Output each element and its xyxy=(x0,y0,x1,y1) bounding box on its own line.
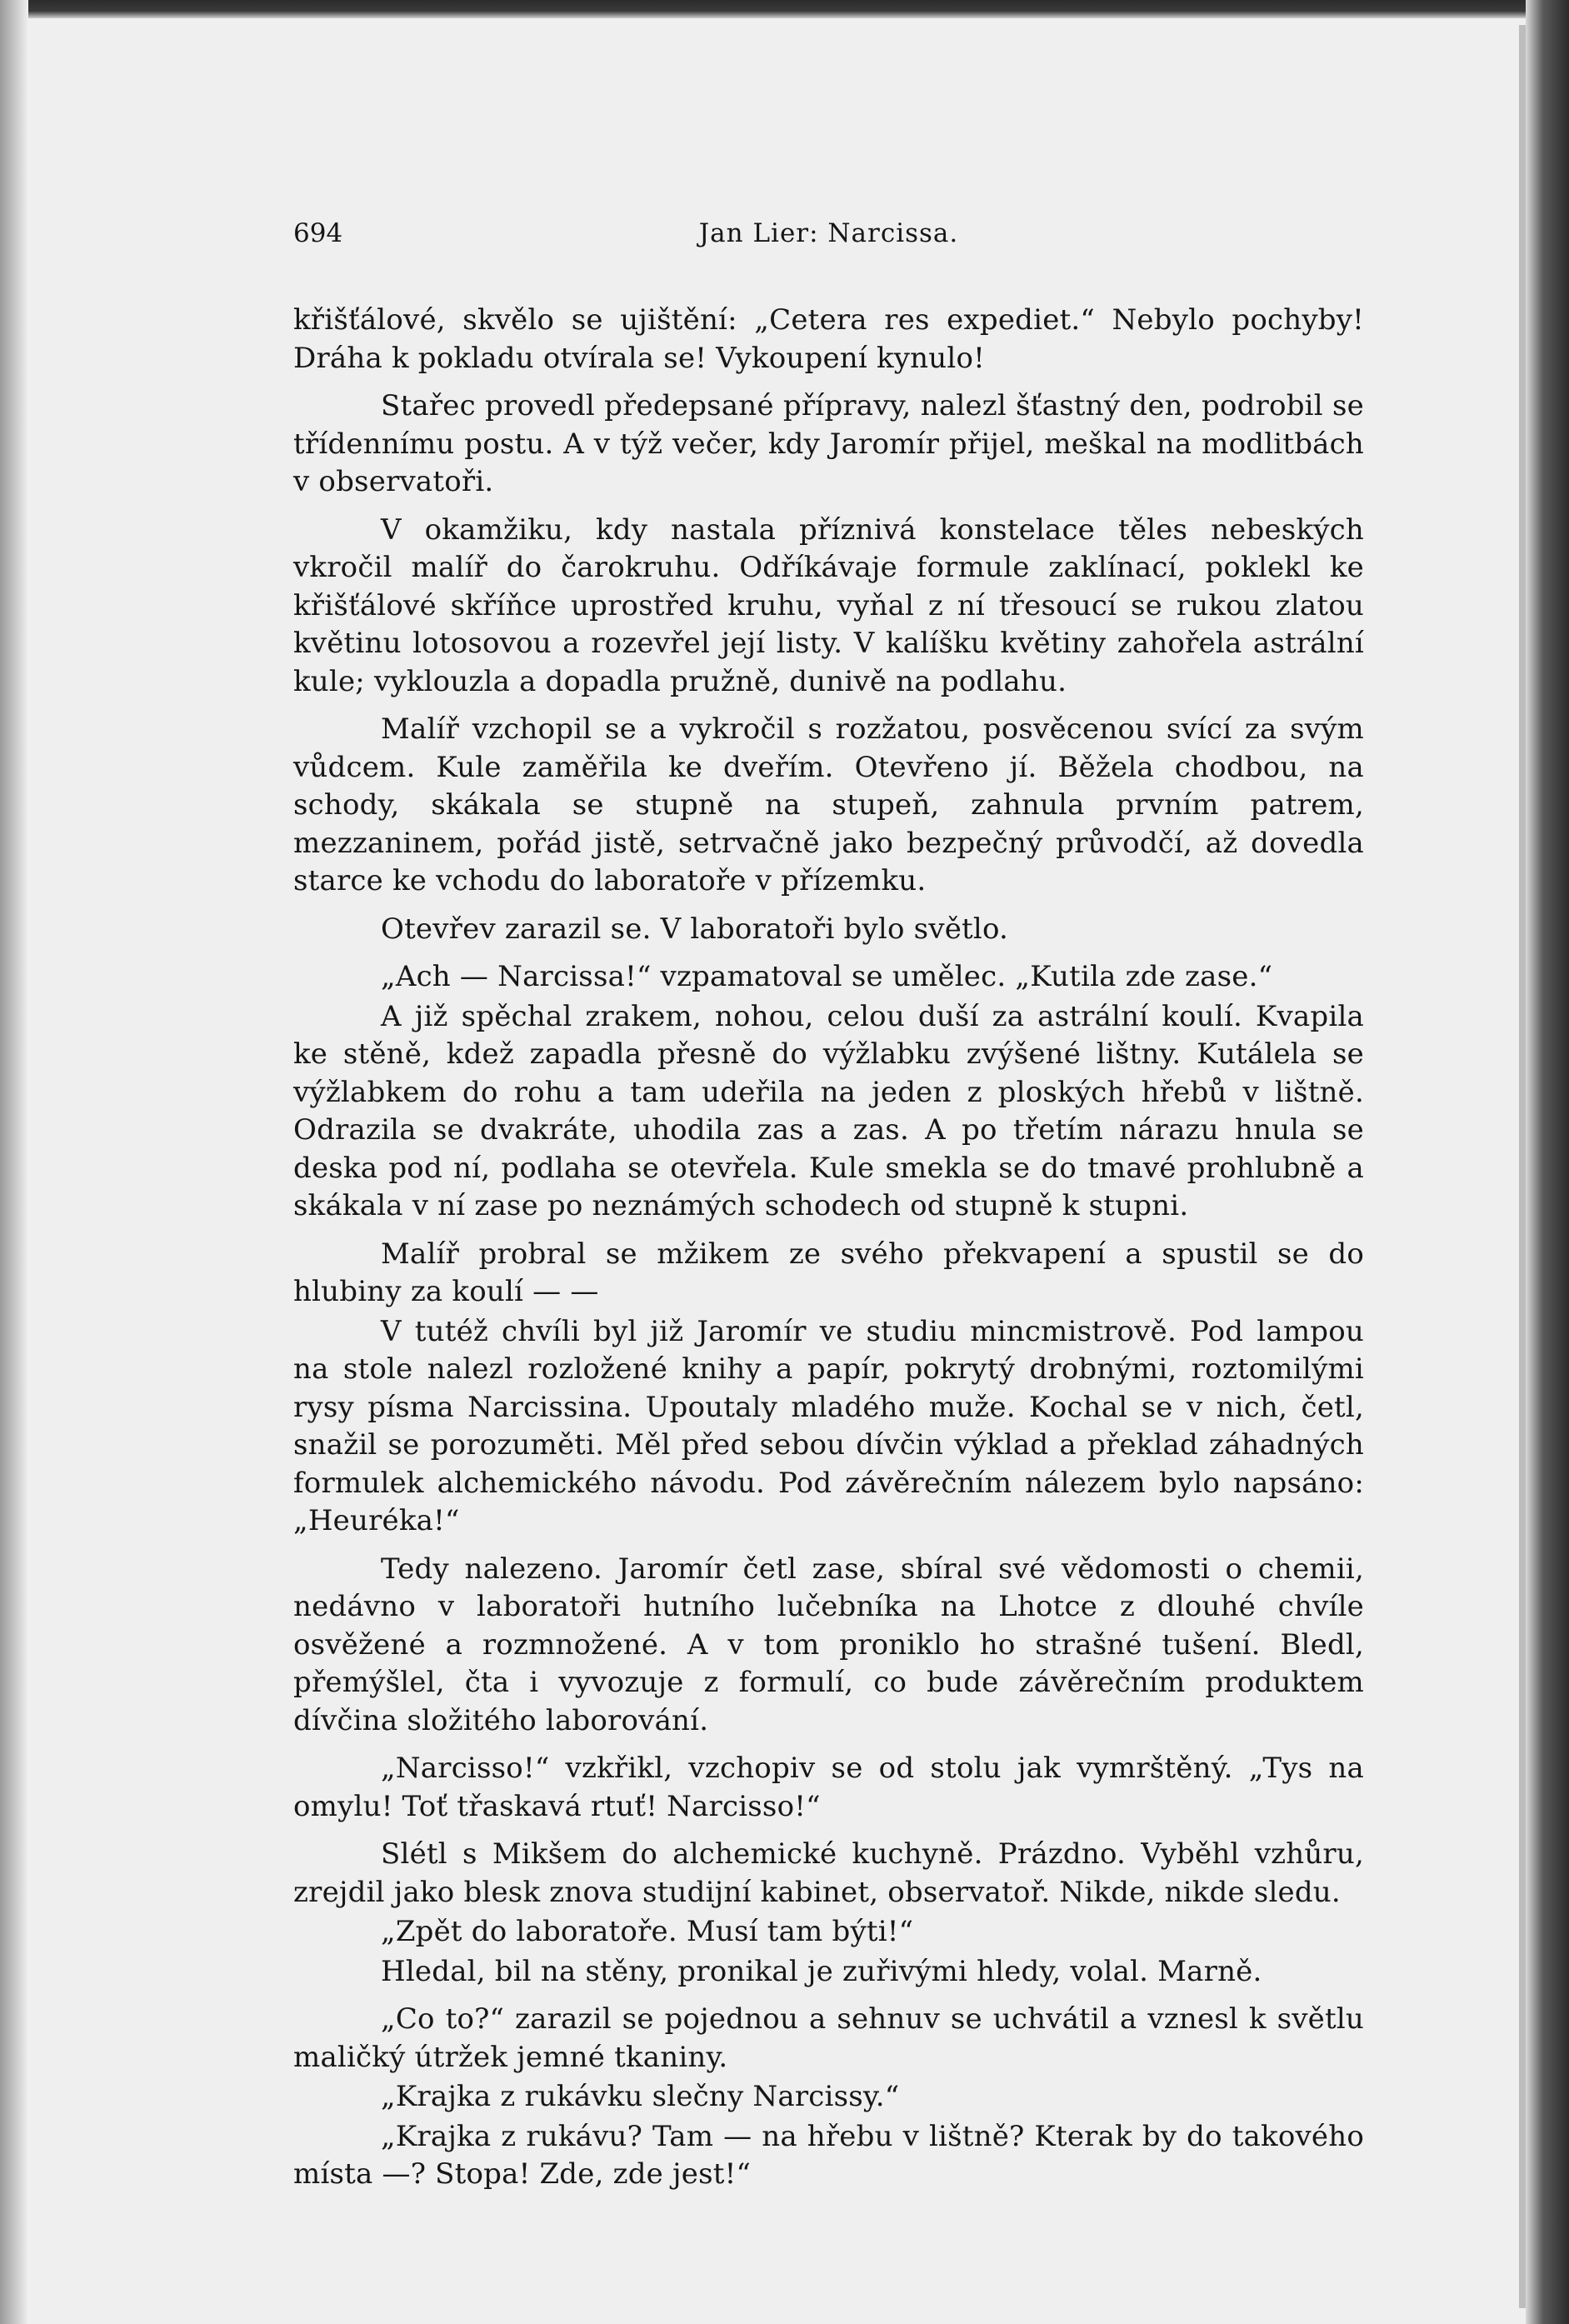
paragraph: „Krajka z rukávku slečny Narcissy.“ xyxy=(381,2080,900,2113)
paragraph: „Co to?“ zarazil se pojednou a sehnuv se uchvátil a vznesl k světlu maličký útržek jemné tkaniny. xyxy=(293,2002,1364,2074)
running-title: Jan Lier: Narcissa. xyxy=(698,218,959,248)
paragraph: „Ach — Narcissa!“ vzpamatoval se umělec. „Kutila zde zase.“ xyxy=(381,960,1273,993)
paragraph: V okamžiku, kdy nastala příznivá konstelace těles nebeských vkročil malíř do čarokruhu. Odříkávaje formule zaklínací, poklekl ke křišťálové skříňce uprostřed kruhu, vyňal z ní třesoucí se rukou zlatou květinu lotosovou a rozevřel její listy. V kalíšku květiny zahořela astrální kule; vyklouzla a dopadla pružně, dunivě na podlahu. xyxy=(293,512,1364,698)
paragraph: Malíř vzchopil se a vykročil s rozžatou, posvěcenou svící za svým vůdcem. Kule zaměřila ke dveřím. Otevřeno jí. Běžela chodbou, na schody, skákala se stupně na stupeň, zahnula prvním patrem, mezzaninem, pořád jistě, setrvačně jako bezpečný průvodčí, až dovedla starce ke vchodu do laboratoře v přízemku. xyxy=(293,712,1364,897)
book-fore-edge xyxy=(1519,25,1526,2308)
paragraph: „Narcisso!“ vzkřikl, vzchopiv se od stolu jak vymrštěný. „Tys na omylu! Toť třaskavá rtuť! Narcisso!“ xyxy=(293,1752,1364,1823)
page-header xyxy=(293,208,1364,258)
paragraph: křišťálové, skvělo se ujištění: „Cetera res expediet.“ Nebylo pochyby! Dráha k pokladu otvírala se! Vykoupení kynulo! xyxy=(293,303,1364,375)
scan-left-edge xyxy=(0,0,28,2324)
paragraph: Hledal, bil na stěny, pronikal je zuřivými hledy, volal. Marně. xyxy=(381,1954,1262,1988)
paragraph: „Krajka z rukávu? Tam — na hřebu v lištně? Kterak by do takového místa —? Stopa! Zde, zde jest!“ xyxy=(293,2119,1364,2191)
page-number: 694 xyxy=(293,218,343,248)
paragraph: Otevřev zarazil se. V laboratoři bylo světlo. xyxy=(381,912,1009,946)
paragraph: Tedy nalezeno. Jaromír četl zase, sbíral své vědomosti o chemii, nedávno v laboratoři hutního lučebníka na Lhotce z dlouhé chvíle osvěžené a rozmnožené. A v tom proniklo ho strašné tušení. Bledl, přemýšlel, čta i vyvozuje z formulí, co bude závěrečním produktem dívčina složitého laborování. xyxy=(293,1552,1364,1737)
paragraph: Slétl s Mikšem do alchemické kuchyně. Prázdno. Vyběhl vzhůru, zrejdil jako blesk znova studijní kabinet, observatoř. Nikde, nikde sledu. xyxy=(293,1837,1364,1909)
paragraph: Malíř probral se mžikem ze svého překvapení a spustil se do hlubiny za koulí — — xyxy=(293,1237,1364,1308)
paragraph: Stařec provedl předepsané přípravy, nalezl šťastný den, podrobil se třídennímu postu. A v týž večer, kdy Jaromír přijel, meškal na modlitbách v observatoři. xyxy=(293,389,1364,498)
body-text xyxy=(293,302,1364,2194)
scan-top-edge xyxy=(0,0,1569,18)
page-content xyxy=(293,208,1364,2204)
scan-right-edge xyxy=(1526,0,1569,2324)
paragraph: „Zpět do laboratoře. Musí tam býti!“ xyxy=(381,1915,914,1948)
paragraph: A již spěchal zrakem, nohou, celou duší za astrální koulí. Kvapila ke stěně, kdež zapadla přesně do výžlabku zvýšené lištny. Kutálela se výžlabkem do rohu a tam udeřila na jeden z ploských hřebů v lištně. Odrazila se dvakráte, uhodila zas a zas. A po třetím nárazu hnula se deska pod ní, podlaha se otevřela. Kule smekla se do tmavé prohlubně a skákala v ní zase po neznámých schodech od stupně k stupni. xyxy=(293,999,1364,1222)
paragraph: V tutéž chvíli byl již Jaromír ve studiu mincmistrově. Pod lampou na stole nalezl rozložené knihy a papír, pokrytý drobnými, roztomilými rysy písma Narcissina. Upoutaly mladého muže. Kochal se v nich, četl, snažil se porozuměti. Měl před sebou dívčin výklad a překlad záhadných formulek alchemického návodu. Pod závěrečním nálezem bylo napsáno: „Heuréka!“ xyxy=(293,1314,1364,1537)
